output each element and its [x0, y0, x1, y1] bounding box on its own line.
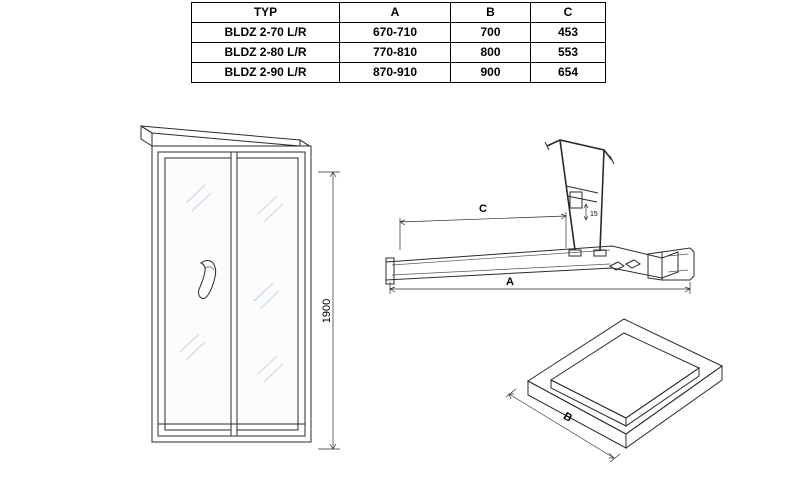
glass-panel-right — [237, 158, 298, 430]
tray-basin-front-right — [626, 368, 699, 426]
header-typ: TYP — [192, 3, 340, 23]
plan-foot-details — [610, 260, 640, 270]
cell-c: 654 — [531, 63, 606, 83]
cell-a: 670-710 — [340, 23, 451, 43]
height-dimension-label: 1900 — [321, 298, 333, 324]
tray-side-right — [626, 366, 722, 448]
cell-b: 900 — [451, 63, 531, 83]
cell-a: 870-910 — [340, 63, 451, 83]
glass-panel-left — [165, 158, 231, 430]
dimension-a-label: A — [506, 276, 514, 288]
cell-a: 770-810 — [340, 43, 451, 63]
dimension-b-label: B — [561, 410, 575, 425]
cell-typ: BLDZ 2-90 L/R — [192, 63, 340, 83]
cell-typ: BLDZ 2-70 L/R — [192, 23, 340, 43]
pivot-block — [570, 192, 582, 208]
top-plan-view — [386, 140, 694, 294]
cell-b: 700 — [451, 23, 531, 43]
cell-typ: BLDZ 2-80 L/R — [192, 43, 340, 63]
header-c: C — [531, 3, 606, 23]
pivot-arm-assembly — [545, 140, 614, 256]
shower-tray-isometric-view — [506, 319, 722, 462]
height-dimension — [318, 172, 340, 449]
header-b: B — [451, 3, 531, 23]
dimension-a-group — [390, 276, 690, 294]
dimension-c-label: C — [479, 203, 487, 215]
cell-c: 553 — [531, 43, 606, 63]
front-elevation-view — [141, 126, 340, 449]
cell-b: 800 — [451, 43, 531, 63]
small-dimension-label: 15 — [590, 211, 598, 218]
cell-c: 453 — [531, 23, 606, 43]
header-a: A — [340, 3, 451, 23]
dimension-c-group — [400, 203, 566, 250]
plan-rail-body — [386, 246, 678, 280]
